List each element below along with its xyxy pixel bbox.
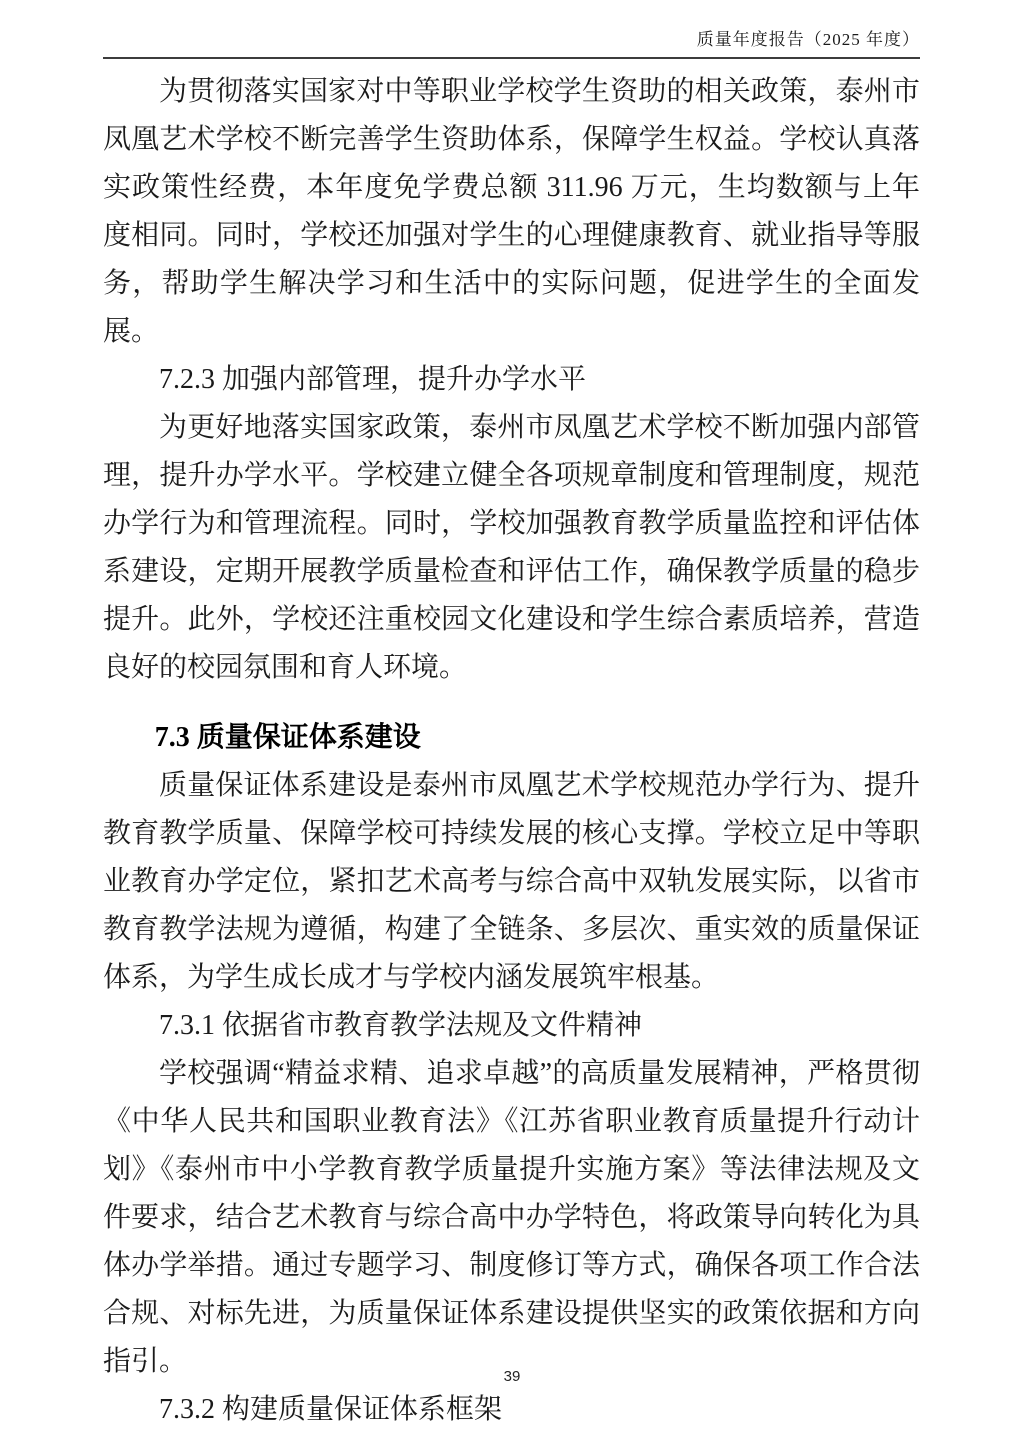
paragraph-student-aid: 为贯彻落实国家对中等职业学校学生资助的相关政策，泰州市凤凰艺术学校不断完善学生资助体系，保障学生权益。学校认真落实政策性经费，本年度免学费总额 311.96 万元，生均数额与上年度相同。同时，学校还加强对学生的心理健康教育、就业指导等服务，帮助学生解决学习和生活中的实际问题，促进学生的全面发展。 [103, 76, 920, 347]
paragraph-internal-management: 为更好地落实国家政策，泰州市凤凰艺术学校不断加强内部管理，提升办学水平。学校建立健全各项规章制度和管理制度，规范办学行为和管理流程。同时，学校加强教育教学质量监控和评估体系建设，定期开展教学质量检查和评估工作，确保教学质量的稳步提升。此外，学校还注重校园文化建设和学生综合素质培养，营造良好的校园氛围和育人环境。 [103, 412, 920, 683]
document-body [103, 68, 920, 1434]
paragraph-quality-system: 质量保证体系建设是泰州市凤凰艺术学校规范办学行为、提升教育教学质量、保障学校可持续发展的核心支撑。学校立足中等职业教育办学定位，紧扣艺术高考与综合高中双轨发展实际，以省市教育教学法规为遵循，构建了全链条、多层次、重实效的质量保证体系，为学生成长成才与学校内涵发展筑牢根基。 [103, 770, 920, 993]
page-number: 39 [503, 1368, 521, 1385]
heading-7-2-3: 7.2.3 加强内部管理，提升办学水平 [159, 364, 587, 395]
header-divider [103, 57, 920, 59]
paragraph-regulations: 学校强调“精益求精、追求卓越”的高质量发展精神，严格贯彻《中华人民共和国职业教育法》《江苏省职业教育质量提升行动计划》《泰州市中小学教育教学质量提升实施方案》等法律法规及文件要求，结合艺术教育与综合高中办学特色，将政策导向转化为具体办学举措。通过专题学习、制度修订等方式，确保各项工作合法合规、对标先进，为质量保证体系建设提供坚实的政策依据和方向指引。 [103, 1058, 920, 1377]
heading-7-3: 7.3 质量保证体系建设 [154, 722, 421, 753]
heading-7-3-2: 7.3.2 构建质量保证体系框架 [159, 1394, 503, 1425]
report-header-title: 质量年度报告（2025 年度） [696, 30, 920, 49]
heading-7-3-1: 7.3.1 依据省市教育教学法规及文件精神 [159, 1010, 643, 1041]
page-header [103, 28, 920, 59]
